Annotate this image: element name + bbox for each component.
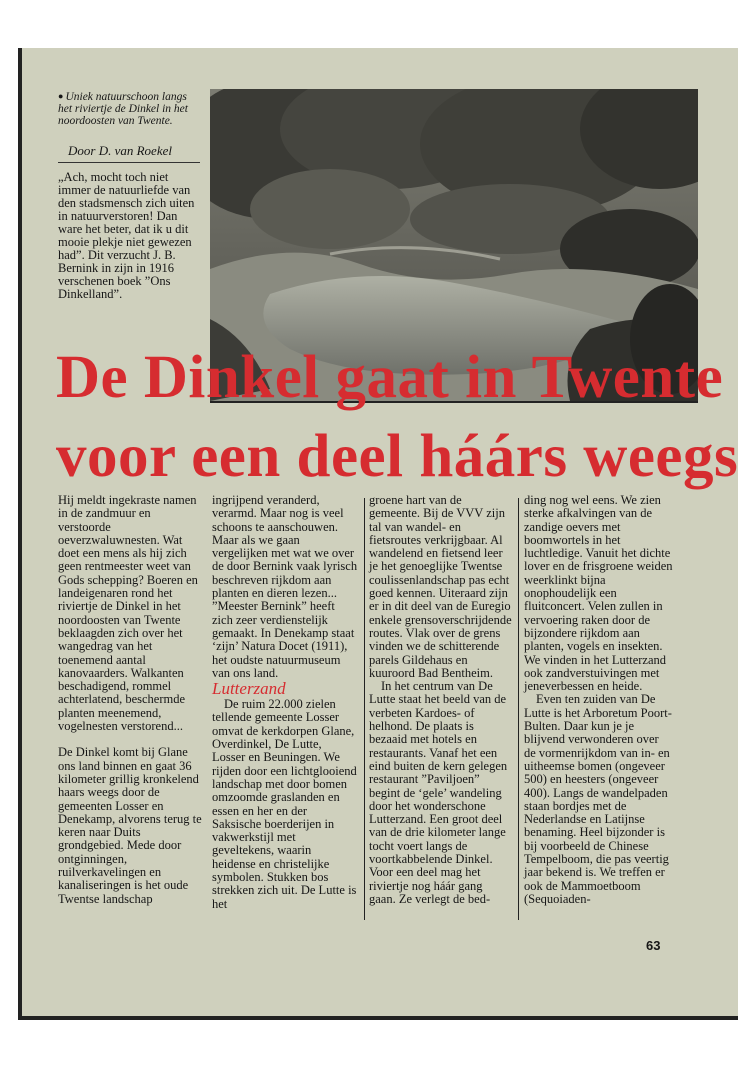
paragraph: Hij meldt ingekraste namen in de zandmuur en verstoorde oeverzwaluwnesten. Wat doet een mens als hij zich geen rentmeester weet van Gods schepping? Boeren en landeigenaren rond het riviertje de Dinkel in het noordoosten van Twente beklaagden zich over het wangedrag van het toenemend aantal kanovaarders. Walkanten beschadigend, rommel achterlatend, beschermde planten meenemend, vogelnesten verstorend... bbox=[58, 493, 198, 734]
article-column-2 bbox=[212, 494, 358, 911]
byline: Door D. van Roekel bbox=[68, 143, 172, 158]
page-edge-bottom bbox=[18, 1016, 738, 1020]
photo-caption bbox=[58, 90, 201, 127]
section-subhead: Lutterzand bbox=[212, 679, 286, 699]
paragraph: De Dinkel komt bij Glane ons land binnen en gaat 36 kilometer grillig kronkelend haars weegs door de gemeenten Losser en Denekamp, alvorens terug te keren naar Duits grondgebied. Mede door ontginningen, ruilverkavelingen en kanaliseringen is het oude Twentse landschap bbox=[58, 745, 202, 906]
headline-line-1: De Dinkel gaat in Twente bbox=[56, 344, 724, 411]
page-edge-left bbox=[18, 48, 22, 1020]
article-column-4 bbox=[524, 494, 673, 906]
headline-line-2: voor een deel háárs weegs bbox=[56, 423, 738, 490]
article-column-1 bbox=[58, 494, 203, 906]
page-number: 63 bbox=[646, 938, 661, 953]
article-column-3 bbox=[369, 494, 512, 906]
intro-quote: „Ach, mocht toch niet immer de natuurliefde van den stadsmensch zich uiten in natuurverstoren! Dan ware het beter, dat ik u dit mooie plekje niet gewezen had”. Dit verzucht J. B. Bernink in zijn in 1916 verschenen boek ”Ons Dinkelland”. bbox=[58, 170, 195, 301]
intro-block bbox=[58, 90, 201, 301]
paragraph: groene hart van de gemeente. Bij de VVV zijn tal van wandel- en fietsroutes verkrijgbaar. Al wandelend en fietsend leer je het genoeglijke Twentse coulissenlandschap pas echt goed kennen. Uiteraard zijn er in dit deel van de Euregio enkele grensoverschrijdende routes. Vlak over de grens vinden we de schitterende parels Gildehaus en kuuroord Bad Bentheim. bbox=[369, 493, 512, 680]
bullet-icon: ● bbox=[58, 91, 64, 101]
paragraph: Even ten zuiden van De Lutte is het Arboretum Poort-Bulten. Daar kun je je blijvend verwonderen over de vormenrijkdom van in- en uitheemse bomen (ongeveer 500) en heesters (ongeveer 400). Langs de wandelpaden staan bordjes met de Nederlandse en Latijnse benaming. Heel bijzonder is bij voorbeeld de Chinese Tempelboom, die pas veertig jaar bekend is. We treffen er ook de Mammoetboom (Sequoiaden- bbox=[524, 692, 672, 906]
caption-text: Uniek natuurschoon langs het riviertje de Dinkel in het noordoosten van Twente. bbox=[58, 91, 188, 127]
column-divider bbox=[364, 498, 365, 920]
paragraph: ding nog wel eens. We zien sterke afkalvingen van de zandige oevers met boomwortels in het luchtledige. Vanuit het dichte lover en de frisgroene weiden weerklinkt bijna onophoudelijk een fluitconcert. Velen zullen in vervoering raken door de bijzondere rijkdom aan planten, vogels en insekten. We vinden in het Lutterzand ook zandverstuivingen met jeneverbessen en heide. bbox=[524, 493, 673, 694]
column-divider bbox=[518, 498, 519, 920]
paragraph: ingrijpend veranderd, verarmd. Maar nog is veel schoons te aanschouwen. Maar als we gaan vergelijken met wat we over de door Bernink vaak lyrisch beschreven rijkdom aan planten en dieren lezen... ”Meester Bernink” heeft zich zeer verdienstelijk gemaakt. In Denekamp staat ‘zijn’ Natura Docet (1911), het oudste natuurmuseum van ons land. bbox=[212, 493, 358, 680]
byline-rule bbox=[58, 162, 200, 163]
paragraph: De ruim 22.000 zielen tellende gemeente Losser omvat de kerkdorpen Glane, Overdinkel, De Lutte, Losser en Beuningen. We rijden door een lichtglooiend landschap met door bomen omzoomde graslanden en essen en her en der Saksische boerderijen in vakwerkstijl met geveltekens, waarin heidense en christelijke symbolen. Stukken bos strekken zich uit. De Lutte is het bbox=[212, 697, 357, 911]
paragraph: In het centrum van De Lutte staat het beeld van de verbeten Kardoes- of helhond. De plaats is bezaaid met hotels en restaurants. Vanaf het een eind buiten de kern gelegen restaurant ”Paviljoen” begint de ‘gele’ wandeling door het wonderschone Lutterzand. Een groot deel van de drie kilometer lange tocht voert langs de voortkabbelende Dinkel. Voor een deel mag het riviertje nog háár gang gaan. Ze verlegt de bed- bbox=[369, 679, 508, 906]
